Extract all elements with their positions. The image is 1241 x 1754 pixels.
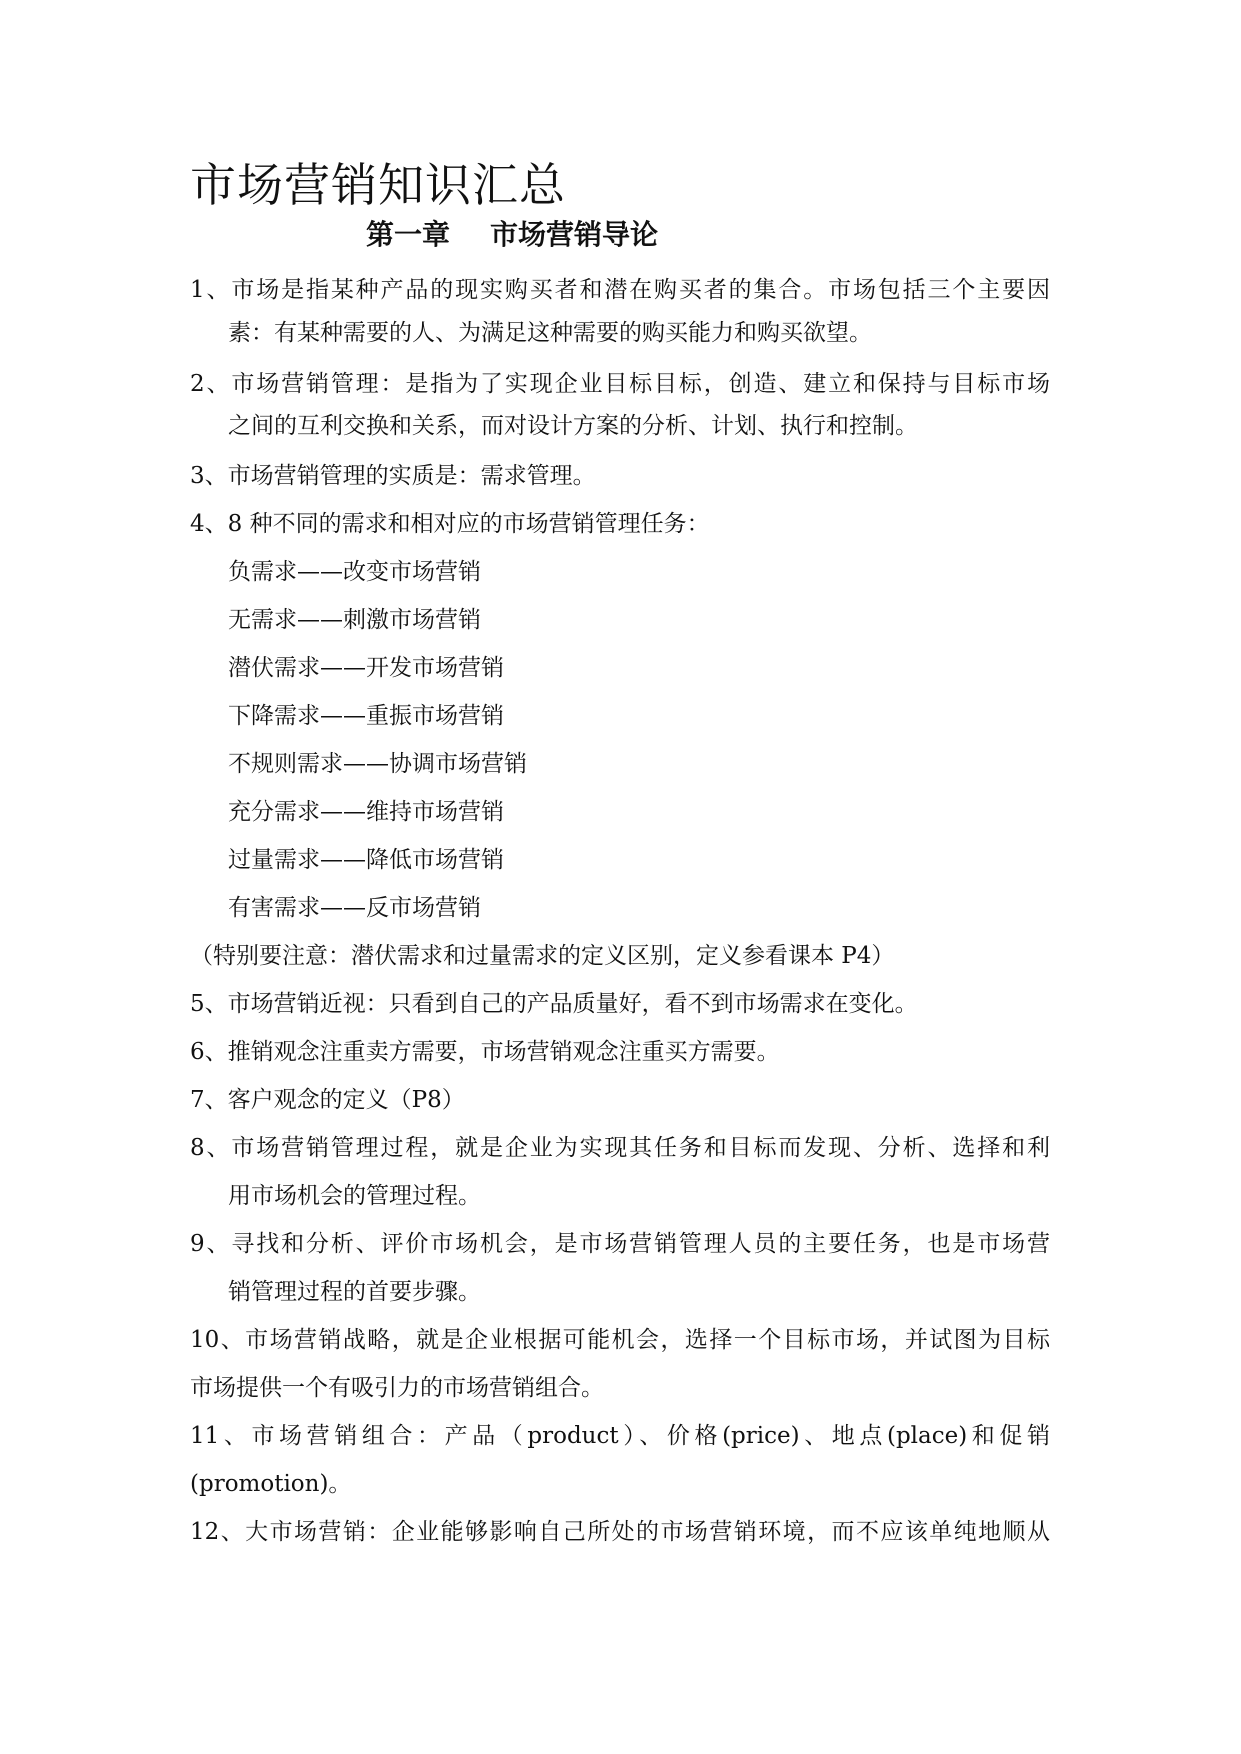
- demand-list-item-8: 有害需求——反市场营销: [228, 895, 481, 921]
- body-line-item-12-a: 12、大市场营销：企业能够影响自己所处的市场营销环境，而不应该单纯地顺从: [190, 1519, 1050, 1545]
- body-line-item-6: 6、推销观念注重卖方需要，市场营销观念注重买方需要。: [190, 1039, 780, 1065]
- demand-list-item-4: 下降需求——重振市场营销: [228, 703, 504, 729]
- body-line-note: （特别要注意：潜伏需求和过量需求的定义区别，定义参看课本 P4）: [190, 943, 895, 969]
- chapter-name: 市场营销导论: [490, 218, 659, 251]
- demand-list-item-5: 不规则需求——协调市场营销: [228, 751, 527, 777]
- chapter-number: 第一章: [366, 218, 451, 251]
- demand-list-item-7: 过量需求——降低市场营销: [228, 847, 504, 873]
- body-line-item-8-a: 8、市场营销管理过程，就是企业为实现其任务和目标而发现、分析、选择和利: [190, 1135, 1050, 1161]
- chapter-heading: [366, 215, 658, 255]
- demand-list-item-3: 潜伏需求——开发市场营销: [228, 655, 504, 681]
- body-line-item-3: 3、市场营销管理的实质是：需求管理。: [190, 463, 596, 489]
- body-line-item-5: 5、市场营销近视：只看到自己的产品质量好，看不到市场需求在变化。: [190, 991, 918, 1017]
- body-line-item-10-a: 10、市场营销战略，就是企业根据可能机会，选择一个目标市场，并试图为目标: [190, 1327, 1050, 1353]
- body-line-item-1-a: 1、市场是指某种产品的现实购买者和潜在购买者的集合。市场包括三个主要因: [190, 277, 1050, 303]
- body-line-item-9-a: 9、寻找和分析、评价市场机会，是市场营销管理人员的主要任务，也是市场营: [190, 1231, 1050, 1257]
- body-line-item-2-a: 2、市场营销管理：是指为了实现企业目标目标，创造、建立和保持与目标市场: [190, 371, 1050, 397]
- body-line-item-11-a: 11、市场营销组合：产品（product）、价格(price)、地点(place)和促销: [190, 1423, 1050, 1449]
- body-line-item-11-b: (promotion)。: [190, 1471, 352, 1497]
- body-line-item-10-b: 市场提供一个有吸引力的市场营销组合。: [190, 1375, 604, 1401]
- demand-list-item-2: 无需求——刺激市场营销: [228, 607, 481, 633]
- document-title: 市场营销知识汇总: [190, 158, 566, 212]
- body-line-item-7: 7、客户观念的定义（P8）: [190, 1087, 465, 1113]
- body-line-item-1-b: 素：有某种需要的人、为满足这种需要的购买能力和购买欲望。: [228, 320, 872, 346]
- body-line-item-8-b: 用市场机会的管理过程。: [228, 1183, 481, 1209]
- body-line-item-4: 4、8 种不同的需求和相对应的市场营销管理任务：: [190, 511, 710, 537]
- demand-list-item-1: 负需求——改变市场营销: [228, 559, 481, 585]
- demand-list-item-6: 充分需求——维持市场营销: [228, 799, 504, 825]
- body-line-item-9-b: 销管理过程的首要步骤。: [228, 1279, 481, 1305]
- body-line-item-2-b: 之间的互利交换和关系，而对设计方案的分析、计划、执行和控制。: [228, 413, 918, 439]
